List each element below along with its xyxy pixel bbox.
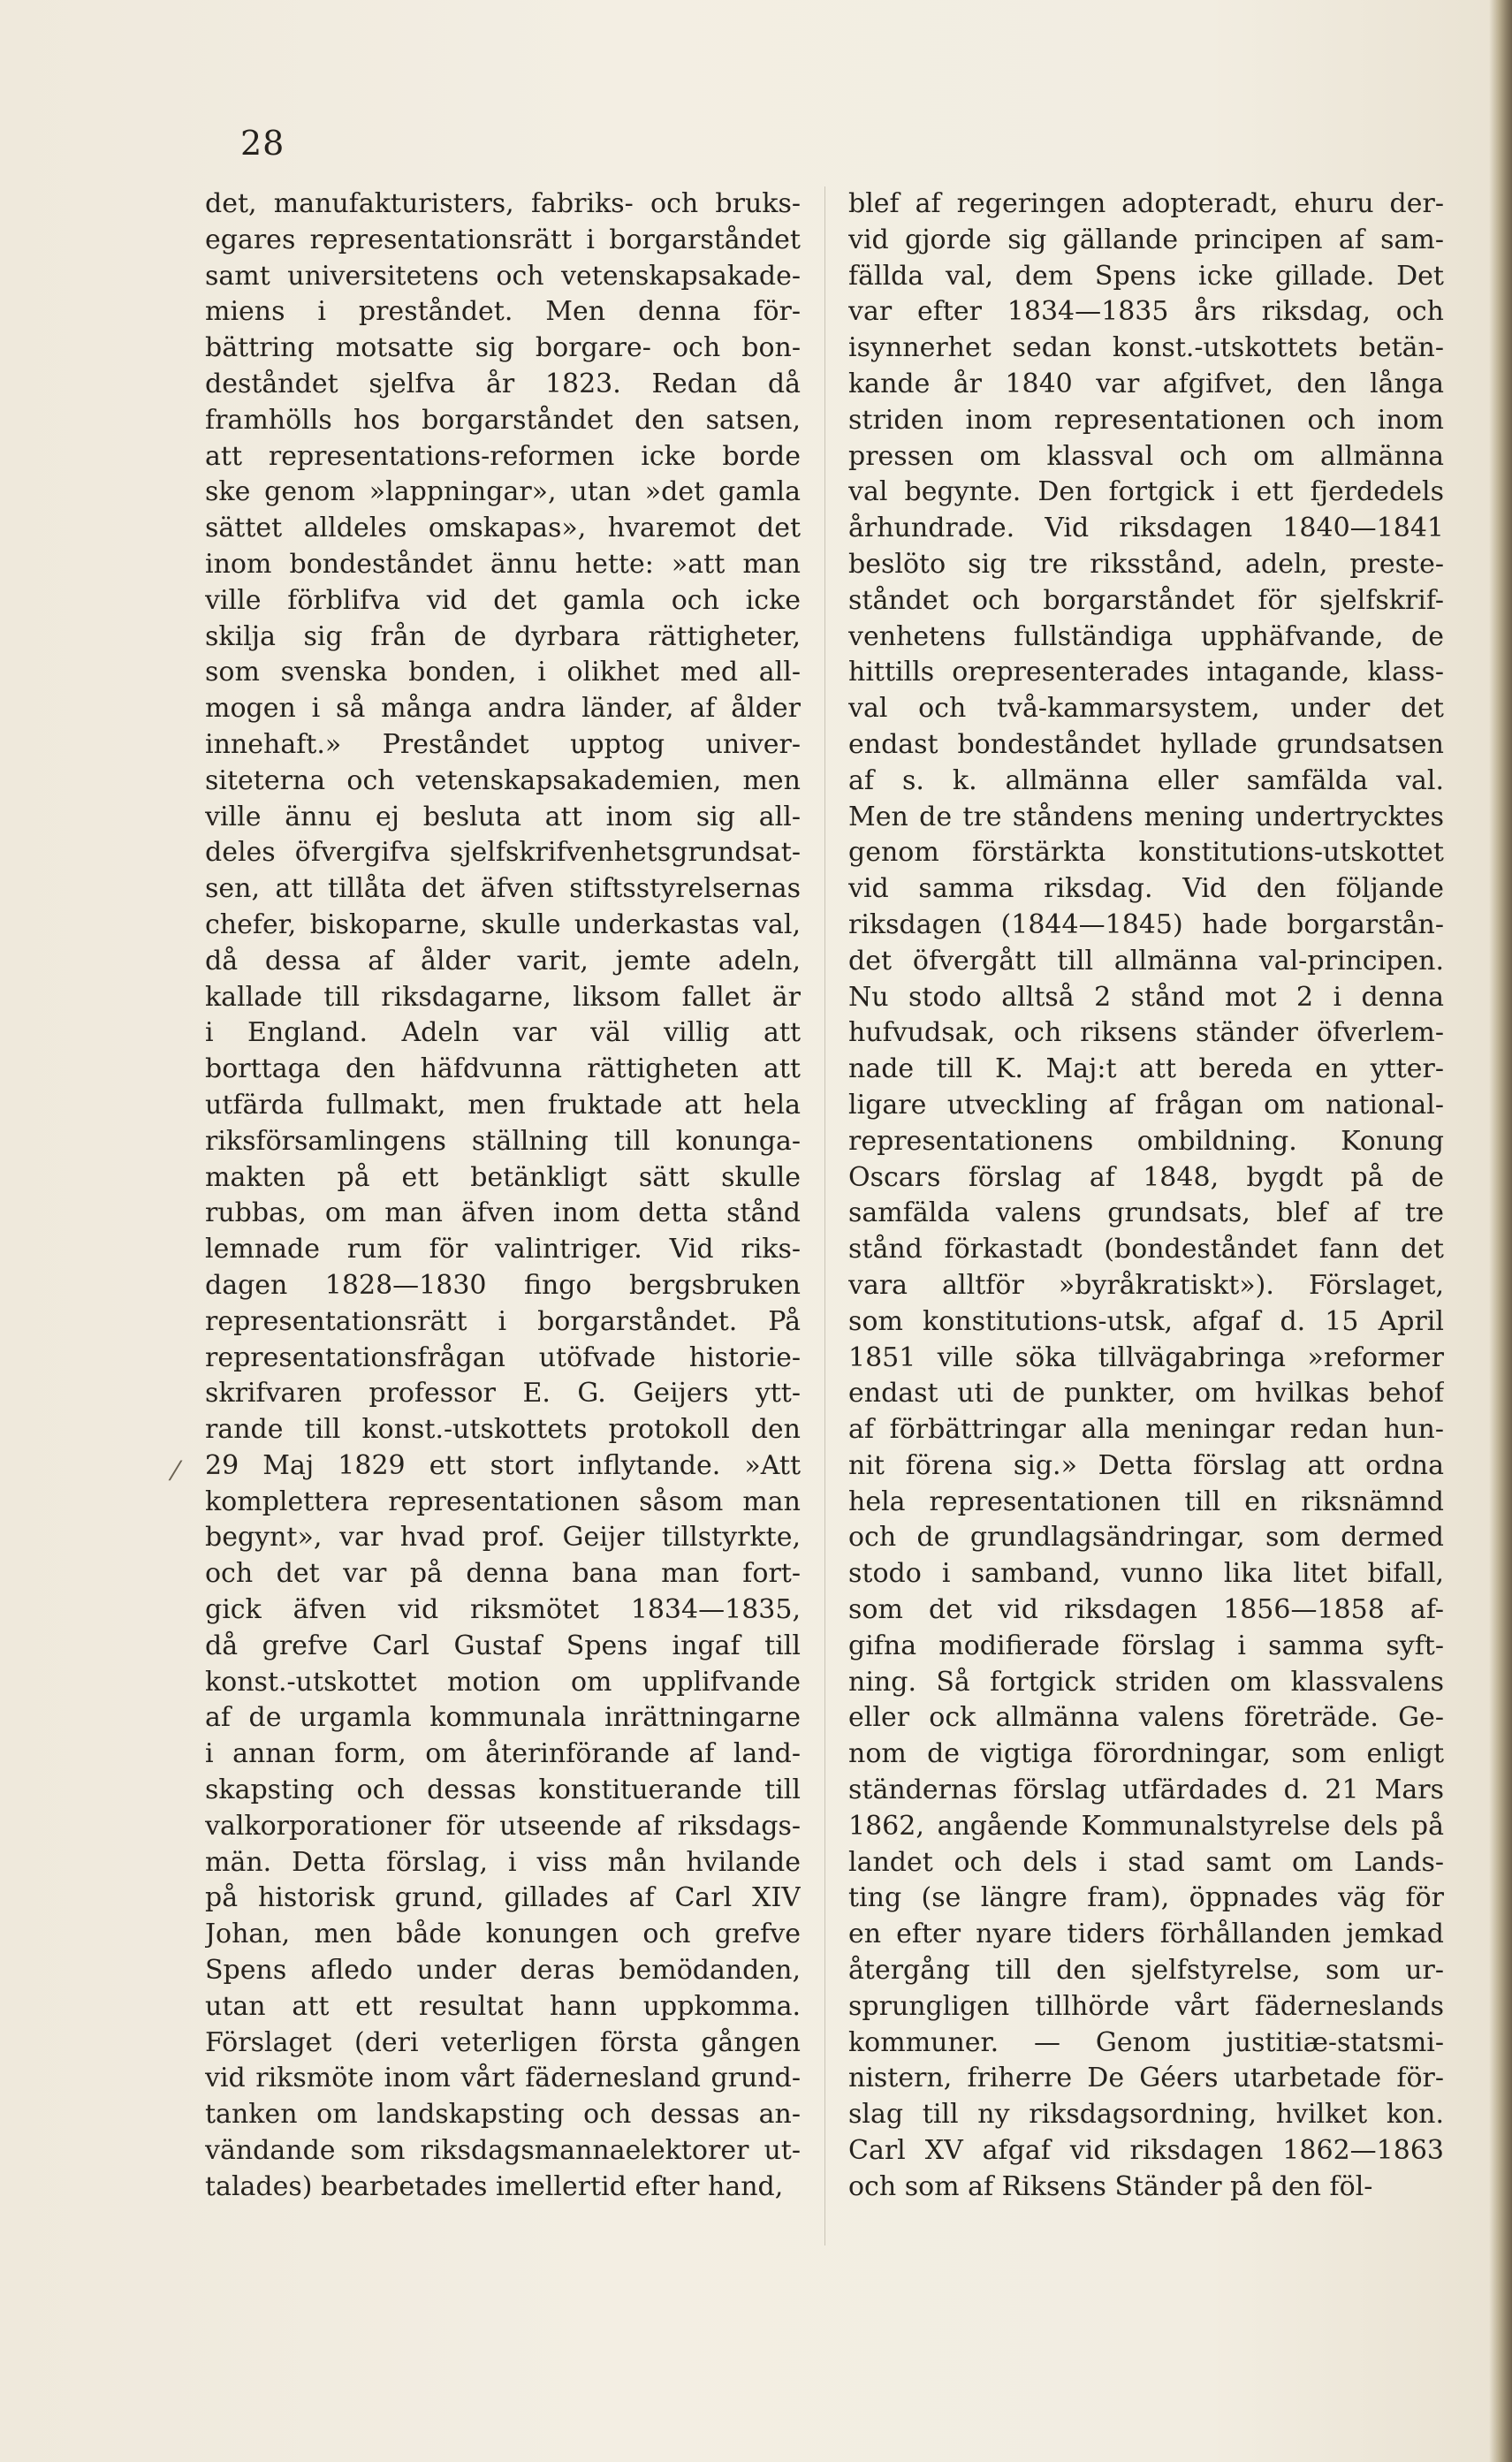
right-column-line: nistern, friherre De Géers utarbetade för- (848, 2063, 1444, 2094)
left-column-line: borttaga den häfdvunna rättigheten att (205, 1053, 801, 1085)
left-column-line: af de urgamla kommunala inrättningarne (205, 1702, 801, 1734)
left-column-line: kallade till riksdagarne, liksom fallet är (205, 981, 801, 1013)
left-column-line: representationsfrågan utöfvade historie- (205, 1341, 801, 1373)
left-column-line: vid riksmöte inom vårt fädernesland grund- (205, 2063, 801, 2094)
right-column-line: som det vid riksdagen 1856—1858 af- (848, 1594, 1444, 1626)
right-column (848, 186, 1444, 2206)
right-column-line: kommuner. — Genom justitiæ-statsmi- (848, 2026, 1444, 2058)
right-column-line: Nu stodo alltså 2 stånd mot 2 i denna (848, 981, 1444, 1013)
left-column-line: skrifvaren professor E. G. Geijers ytt- (205, 1378, 801, 1410)
left-column-line: siteterna och vetenskapsakademien, men (205, 764, 801, 796)
left-column-line: tanken om landskapsting och dessas an- (205, 2099, 801, 2131)
left-column-line: utfärda fullmakt, men fruktade att hela (205, 1089, 801, 1121)
left-column-line: utan att ett resultat hann uppkomma. (205, 1990, 801, 2022)
left-column-line: representationsrätt i borgarståndet. På (205, 1305, 801, 1337)
right-column-line: kande år 1840 var afgifvet, den långa (848, 368, 1444, 399)
left-column-line: Förslaget (deri veterligen första gången (205, 2026, 801, 2058)
left-column-line: inom bondeståndet ännu hette: »att man (205, 548, 801, 580)
right-column-line: ting (se längre fram), öppnades väg för (848, 1882, 1444, 1914)
right-column-line: gifna modifierade förslag i samma syft- (848, 1630, 1444, 1661)
left-column-line: i annan form, om återinförande af land- (205, 1738, 801, 1770)
right-column-line: Men de tre ståndens mening undertrycktes (848, 801, 1444, 832)
left-column-line: framhölls hos borgarståndet den satsen, (205, 404, 801, 436)
right-column-line: beslöto sig tre riksstånd, adeln, preste- (848, 548, 1444, 580)
right-column-line: stånd förkastadt (bondeståndet fann det (848, 1234, 1444, 1265)
right-column-line: nit förena sig.» Detta förslag att ordna (848, 1449, 1444, 1481)
left-column-line: miens i preståndet. Men denna för- (205, 296, 801, 328)
right-column-line: blef af regeringen adopteradt, ehuru der- (848, 188, 1444, 219)
right-column-line: och som af Riksens Ständer på den föl- (848, 2170, 1373, 2202)
right-column-line: genom förstärkta konstitutions-utskottet (848, 837, 1444, 869)
right-column-line: isynnerhet sedan konst.-utskottets betän- (848, 332, 1444, 364)
left-column-line: sättet alldeles omskapas», hvaremot det (205, 513, 801, 544)
right-column-line: representationens ombildning. Konung (848, 1125, 1444, 1157)
left-column-line: chefer, biskoparne, skulle underkastas val, (205, 908, 801, 940)
right-column-line: hittills orepresenterades intagande, klass- (848, 657, 1444, 688)
left-column-line: män. Detta förslag, i viss mån hvilande (205, 1846, 801, 1878)
right-column-line: ständernas förslag utfärdades d. 21 Mars (848, 1774, 1444, 1806)
left-column-line: rubbas, om man äfven inom detta stånd (205, 1197, 801, 1229)
left-column-line: gick äfven vid riksmötet 1834—1835, (205, 1594, 801, 1626)
right-column-line: århundrade. Vid riksdagen 1840—1841 (848, 513, 1444, 544)
left-column-line: valkorporationer för utseende af riksdags- (205, 1810, 801, 1842)
right-column-line: nom de vigtiga förordningar, som enligt (848, 1738, 1444, 1770)
right-column-line: af s. k. allmänna eller samfälda val. (848, 764, 1444, 796)
right-column-line: landet och dels i stad samt om Lands- (848, 1846, 1444, 1878)
left-column-line: skapsting och dessas konstituerande till (205, 1774, 801, 1806)
right-column-line: Oscars förslag af 1848, bygdt på de (848, 1161, 1444, 1193)
right-column-line: vid samma riksdag. Vid den följande (848, 873, 1444, 905)
right-column-line: riksdagen (1844—1845) hade borgarstån- (848, 908, 1444, 940)
left-column-line: ville ännu ej besluta att inom sig all- (205, 801, 801, 832)
right-column-line: striden inom representationen och inom (848, 404, 1444, 436)
left-column-line: dagen 1828—1830 fingo bergsbruken (205, 1269, 801, 1301)
left-column-line: Spens afledo under deras bemödanden, (205, 1955, 801, 1987)
right-column-line: återgång till den sjelfstyrelse, som ur- (848, 1955, 1444, 1987)
left-column-line: som svenska bonden, i olikhet med all- (205, 657, 801, 688)
right-column-line: eller ock allmänna valens företräde. Ge- (848, 1702, 1444, 1734)
right-column-line: val begynte. Den fortgick i ett fjerdedels (848, 476, 1444, 508)
left-column-line: ville förblifva vid det gamla och icke (205, 584, 801, 616)
left-column-line: att representations-reformen icke borde (205, 440, 801, 472)
left-column-line: då dessa af ålder varit, jemte adeln, (205, 945, 801, 976)
left-column-line: skilja sig från de dyrbara rättigheter, (205, 620, 801, 652)
right-column-line: pressen om klassval och om allmänna (848, 440, 1444, 472)
page-edge-shadow (1489, 0, 1512, 2462)
left-column-line: ske genom »lappningar», utan »det gamla (205, 476, 801, 508)
right-column-line: af förbättringar alla meningar redan hun- (848, 1414, 1444, 1446)
left-column-line: bättring motsatte sig borgare- och bon- (205, 332, 801, 364)
left-column-line: riksförsamlingens ställning till konunga- (205, 1125, 801, 1157)
right-column-line: 1851 ville söka tillvägabringa »reformer (848, 1341, 1444, 1373)
left-column-line: mogen i så många andra länder, af ålder (205, 693, 801, 725)
left-column-line: talades) bearbetades imellertid efter hand, (205, 2170, 784, 2202)
right-column-line: endast uti de punkter, om hvilkas behof (848, 1378, 1444, 1410)
left-column-line: 29 Maj 1829 ett stort inflytande. »Att (205, 1449, 801, 1481)
right-column-line: ning. Så fortgick striden om klassvalens (848, 1666, 1444, 1698)
right-column-line: en efter nyare tiders förhållanden jemkad (848, 1919, 1444, 1950)
right-column-line: var efter 1834—1835 års riksdag, och (848, 296, 1444, 328)
left-column-line: och det var på denna bana man fort- (205, 1558, 801, 1590)
left-column-line: rande till konst.-utskottets protokoll den (205, 1414, 801, 1446)
right-column-line: hela representationen till en riksnämnd (848, 1486, 1444, 1517)
left-column-line: Johan, men både konungen och grefve (205, 1919, 801, 1950)
left-column-line: samt universitetens och vetenskapsakade- (205, 260, 801, 292)
margin-mark: ⁄ (173, 1456, 179, 1487)
left-column-line: sen, att tillåta det äfven stiftsstyrelsernas (205, 873, 801, 905)
left-column-line: deles öfvergifva sjelfskrifvenhetsgrundsat- (205, 837, 801, 869)
left-column-line: vändande som riksdagsmannaelektorer ut- (205, 2135, 801, 2167)
left-column-line: makten på ett betänkligt sätt skulle (205, 1161, 801, 1193)
left-column-line: konst.-utskottet motion om upplifvande (205, 1666, 801, 1698)
right-column-line: vara alltför »byråkratiskt»). Förslaget, (848, 1269, 1444, 1301)
left-column-line: begynt», var hvad prof. Geijer tillstyrkte, (205, 1522, 801, 1554)
right-column-line: sprungligen tillhörde vårt fäderneslands (848, 1990, 1444, 2022)
left-column-line: på historisk grund, gillades af Carl XIV (205, 1882, 801, 1914)
right-column-line: fällda val, dem Spens icke gillade. Det (848, 260, 1444, 292)
page-number: 28 (240, 124, 285, 163)
right-column-line: endast bondeståndet hyllade grundsatsen (848, 728, 1444, 760)
right-column-line: samfälda valens grundsats, blef af tre (848, 1197, 1444, 1229)
right-column-line: stodo i samband, vunno lika litet bifall, (848, 1558, 1444, 1590)
right-column-line: och de grundlagsändringar, som dermed (848, 1522, 1444, 1554)
left-column-line: komplettera representationen såsom man (205, 1486, 801, 1517)
right-column-line: slag till ny riksdagsordning, hvilket kon. (848, 2099, 1444, 2131)
left-column-line: deståndet sjelfva år 1823. Redan då (205, 368, 801, 399)
right-column-line: som konstitutions-utsk, afgaf d. 15 April (848, 1305, 1444, 1337)
column-gutter (824, 186, 825, 2245)
right-column-line: Carl XV afgaf vid riksdagen 1862—1863 (848, 2135, 1444, 2167)
left-column-line: det, manufakturisters, fabriks- och bruks- (205, 188, 801, 219)
left-column (205, 186, 801, 2206)
right-column-line: ligare utveckling af frågan om national- (848, 1089, 1444, 1121)
right-column-line: nade till K. Maj:t att bereda en ytter- (848, 1053, 1444, 1085)
left-column-line: då grefve Carl Gustaf Spens ingaf till (205, 1630, 801, 1661)
right-column-line: venhetens fullständiga upphäfvande, de (848, 620, 1444, 652)
right-column-line: hufvudsak, och riksens ständer öfverlem- (848, 1017, 1444, 1049)
left-column-line: innehaft.» Preståndet upptog univer- (205, 728, 801, 760)
left-column-line: i England. Adeln var väl villig att (205, 1017, 801, 1049)
right-column-line: 1862, angående Kommunalstyrelse dels på (848, 1810, 1444, 1842)
right-column-line: val och två-kammarsystem, under det (848, 693, 1444, 725)
right-column-line: vid gjorde sig gällande principen af sam- (848, 224, 1444, 255)
left-column-line: egares representationsrätt i borgarståndet (205, 224, 801, 255)
right-column-line: det öfvergått till allmänna val-principen. (848, 945, 1444, 976)
right-column-line: ståndet och borgarståndet för sjelfskrif- (848, 584, 1444, 616)
left-column-line: lemnade rum för valintriger. Vid riks- (205, 1234, 801, 1265)
